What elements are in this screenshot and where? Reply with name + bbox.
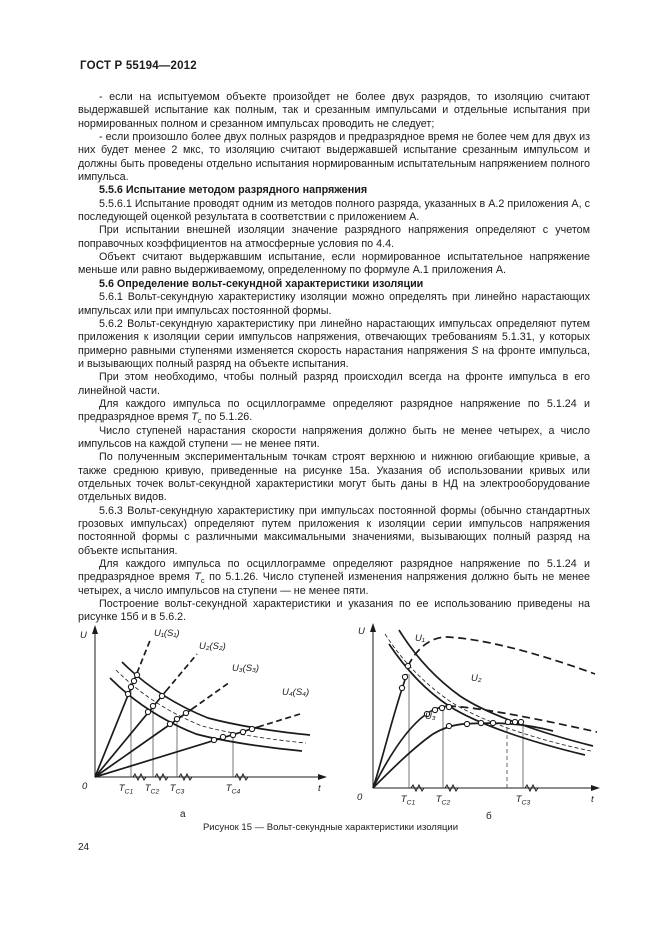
variable-t: Т	[191, 411, 198, 424]
time-label-tc3: $T_{C3}$	[515, 794, 531, 807]
paragraph-5-6-3: 5.6.3 Вольт-секундную характеристику при импульсах постоянной формы (обычно стандартных грозовых импульсах) определяют путем приложения к изоляции серии импульсов напряжения постоянной формы с различными максимальными значениями, вызывающих полный разряд на объекте испытания.	[78, 504, 590, 557]
heading-5-5-6: 5.5.6 Испытание методом разрядного напряжения	[99, 184, 368, 197]
figure-sublabel-a: а	[180, 809, 186, 820]
paragraph-external-insulation: При испытании внешней изоляции значение разрядного напряжения определяют с учетом поправочных коэффициентов на атмосферные условия по 4.4.	[78, 224, 590, 250]
t-axis-arrow-icon	[318, 774, 327, 780]
time-label-tc1: $T_{C1}$	[400, 794, 416, 807]
curve-label-u2: U₂	[471, 673, 482, 684]
u-axis-label: U	[80, 630, 87, 641]
paragraph-text: Для каждого импульса по осциллограмме определяют разрядное напряжение по 5.1.24 и предразрядное время	[78, 558, 590, 584]
curve-label-u3s3: U₃(S₃)	[232, 663, 260, 674]
u-axis-arrow-icon	[92, 625, 98, 634]
curve-label-u2s2: U₂(S₂)	[199, 641, 226, 652]
paragraph-text: Для каждого импульса по осциллограмме определяют разрядное напряжение по 5.1.24 и предразрядное время	[78, 397, 590, 424]
origin-label: 0	[82, 781, 88, 792]
paragraph-envelopes: По полученным экспериментальным точкам строят верхнюю и нижнюю огибающие кривые, а также среднюю кривую, приведенные на рисунке 15а. Указания об использовании кривых или отдельных точек вольт-секундной характеристики могут быть даны в НД на электрооборудование отдельных видов.	[78, 451, 590, 504]
time-label-tc4: $T_{C4}$	[225, 783, 241, 796]
time-label-tc2: $T_{C2}$	[144, 783, 160, 796]
figure-15b-diagram	[345, 618, 605, 818]
paragraph-text: на фронте импульса, и вызывающих полный разряд на объекте испытания.	[78, 344, 590, 370]
variable-t-subscript: с	[200, 576, 205, 586]
time-label-tc3: $T_{C3}$	[169, 783, 185, 796]
paragraph-text: 5.6.2 Вольт-секундную характеристику при линейно нарастающих импульсах определяют путем приложения к изоляции серии импульсов напряжения, отвечающих требованиям 5.1.31, у которых примерно равными ступенями изменяется скорость нарастания напряжения	[78, 317, 590, 357]
curve-label-u3: U₃	[425, 711, 436, 722]
standard-number: ГОСТ Р 55194—2012	[80, 60, 197, 72]
figure-15a-diagram	[78, 622, 334, 808]
curve-label-u1: U₁	[415, 633, 425, 644]
paragraph-discharge-rule-2: - если произошло более двух полных разрядов и предразрядное время не более чем для двух из них будет менее 2 мкс, то изоляцию считают выдержавшей испытание срезанным импульсом и должны быть проведены отдельно испытания нормированным испытательным напряжением полного импульса.	[78, 131, 590, 184]
curve-label-u1s1: U₁(S₁)	[154, 628, 180, 639]
figure-caption: Рисунок 15 — Вольт-секундные характеристики изоляции	[202, 822, 459, 833]
origin-label: 0	[357, 792, 363, 803]
paragraph-construction: Построение вольт-секундной характеристики и указания по ее использованию приведены на рисунке 15б и в 5.6.2.	[78, 598, 590, 624]
paragraph-text: по 5.1.26.	[201, 411, 253, 424]
figure-sublabel-b: б	[486, 811, 492, 822]
paragraph-5-5-6-1: 5.5.6.1 Испытание проводят одним из методов полного разряда, указанных в А.2 приложения А, с последующей оценкой результата в соответствии с приложением А.	[78, 197, 590, 224]
paragraph-steps-count: Число ступеней нарастания скорости напряжения должно быть не менее четырех, а число импульсов на каждой ступени — не менее пяти.	[78, 424, 590, 450]
heading-5-6: 5.6 Определение вольт-секундной характеристики изоляции	[99, 277, 424, 290]
time-label-tc2: $T_{C2}$	[435, 794, 451, 807]
time-label-tc1: $T_{C1}$	[118, 783, 134, 796]
t-axis-arrow-icon	[591, 785, 600, 791]
paragraph-discharge-rule-1: - если на испытуемом объекте произойдет не более двух разрядов, то изоляцию считают выдержавшей испытание как полным, так и срезанным импульсами и отдельные испытания при нормированных полном и срезанном импульсах проводить не следует;	[78, 91, 590, 130]
paragraph-text: по 5.1.26. Число ступеней изменения напряжения должно быть не менее четырех, а число импульсов на ступени — не менее пяти.	[78, 571, 590, 597]
paragraph-5-6-1: 5.6.1 Вольт-секундную характеристику изоляции можно определять при линейно нарастающих импульсах или при импульсах постоянной формы.	[78, 291, 590, 317]
t-axis-label: t	[591, 794, 594, 805]
t-axis-label: t	[318, 783, 321, 794]
variable-t: Т	[194, 571, 201, 584]
u-axis-label: U	[358, 626, 365, 637]
curve-label-u4s4: U₄(S₄)	[282, 687, 310, 698]
paragraph-object-withstand: Объект считают выдержавшим испытание, если нормированное испытательное напряжение меньше или равно выдерживаемому, определенному по формуле А.1 приложения А.	[78, 251, 590, 277]
variable-s: S	[471, 344, 479, 357]
paragraph-front-linear: При этом необходимо, чтобы полный разряд происходил всегда на фронте импульса в его линейной части.	[78, 371, 590, 397]
u-axis-arrow-icon	[370, 623, 376, 632]
variable-t-subscript: с	[197, 416, 202, 426]
page-number: 24	[78, 842, 90, 853]
